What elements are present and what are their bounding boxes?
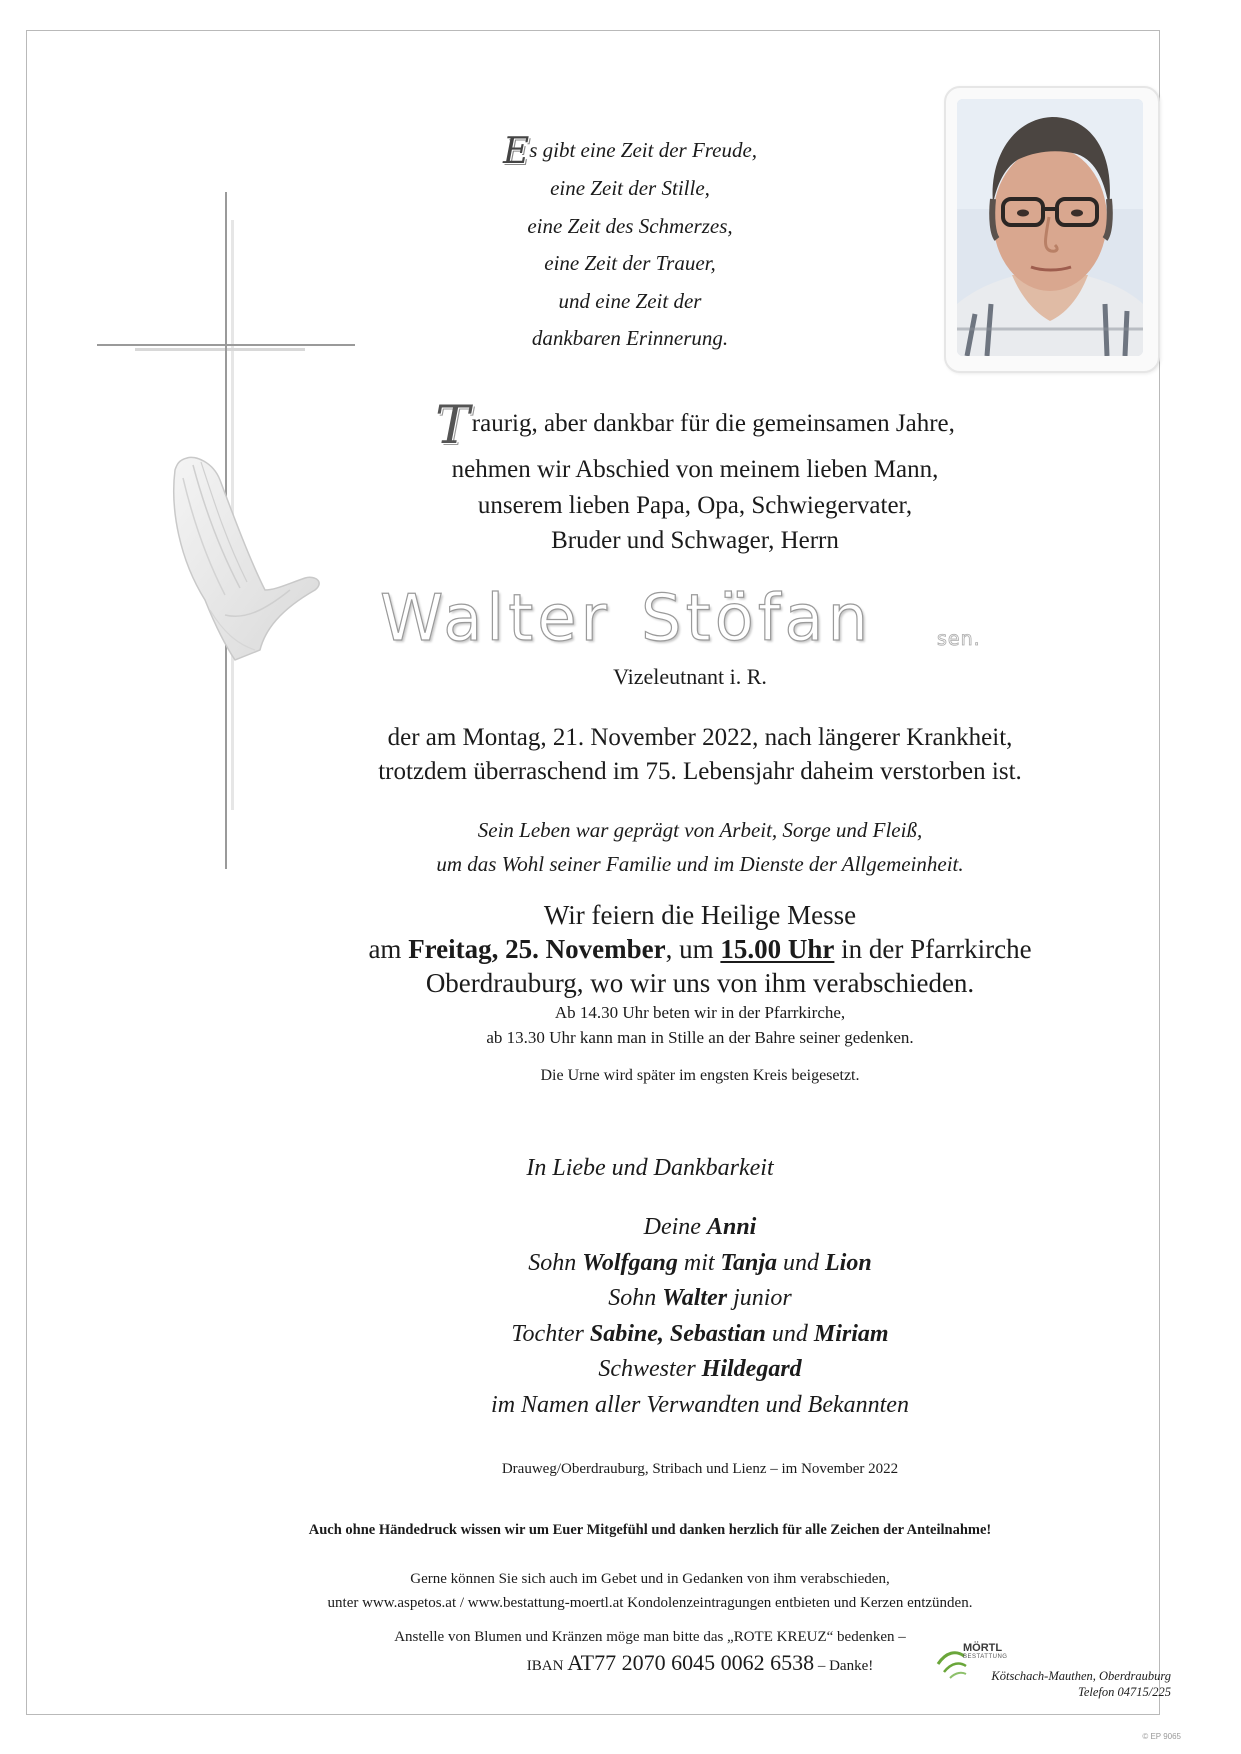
portrait-photo <box>957 99 1143 356</box>
mourner-name-anni: Anni <box>706 1214 757 1240</box>
portrait-image <box>957 99 1143 356</box>
document-code: © EP 9065 <box>1142 1732 1181 1741</box>
prayer-line-2: ab 13.30 Uhr kann man in Stille an der Bahre seiner gedenken. <box>486 1028 914 1047</box>
poem-line-1 <box>480 132 780 170</box>
mass-date: Freitag, 25. November <box>408 934 666 964</box>
funeral-home-name: MÖRTL <box>963 1642 1003 1654</box>
praying-hands-icon <box>165 450 325 665</box>
intro-line-1 <box>345 396 1045 456</box>
intro-line-1-text: raurig, aber dankbar für die gemeinsamen Jahre, <box>471 410 955 437</box>
prayer-info <box>300 1000 1100 1050</box>
poem-line-2: eine Zeit der Stille, <box>550 176 710 200</box>
death-line-1: der am Montag, 21. November 2022, nach längerer Krankheit, <box>387 724 1013 751</box>
mass-pre: am <box>368 934 409 964</box>
death-line-2: trotzdem überraschend im 75. Lebensjahr daheim verstorben ist. <box>378 758 1022 785</box>
life-line-2: um das Wohl seiner Familie und im Dienste der Allgemeinheit. <box>436 852 964 876</box>
condolence-info <box>200 1567 1100 1615</box>
life-statement <box>350 813 1050 881</box>
deceased-name <box>380 582 1020 656</box>
poem <box>480 132 780 358</box>
mass-line-1: Wir feiern die Heilige Messe <box>543 900 857 930</box>
intro-line-2: nehmen wir Abschied von meinem lieben Mann, <box>451 456 939 483</box>
name-suffix: sen. <box>937 628 981 650</box>
donation-note: Anstelle von Blumen und Kränzen möge man bitte das „ROTE KREUZ“ bedenken – <box>394 1629 906 1645</box>
mass-line-3: Oberdrauburg, wo wir uns von ihm verabschieden. <box>425 968 975 998</box>
mass-post: in der Pfarrkirche <box>834 934 1032 964</box>
mass-line-2 <box>300 932 1100 966</box>
intro-initial: T <box>435 396 470 456</box>
mourners-heading: In Liebe und Dankbarkeit <box>526 1155 774 1181</box>
poem-line-4: eine Zeit der Trauer, <box>544 251 716 275</box>
last-name: Stöfan <box>640 582 873 656</box>
mass-info <box>300 898 1100 1000</box>
mourner-line-6: im Namen aller Verwandten und Bekannten <box>491 1391 909 1418</box>
condolence-line-2: unter www.aspetos.at / www.bestattung-moertl.at Kondolenzeintragungen entbieten und Kerzen entzünden. <box>327 1595 973 1611</box>
announcement-intro <box>345 396 1045 559</box>
life-line-1: Sein Leben war geprägt von Arbeit, Sorge und Fleiß, <box>477 818 923 842</box>
mourner-line-5: Schwester Hildegard <box>598 1356 802 1382</box>
prayer-line-1: Ab 14.30 Uhr beten wir in der Pfarrkirche, <box>554 1003 846 1022</box>
portrait-frame <box>944 86 1160 373</box>
iban-label: IBAN <box>526 1658 568 1674</box>
intro-line-3: unserem lieben Papa, Opa, Schwiegervater, <box>477 491 913 519</box>
mourner-line-2: Sohn Wolfgang mit Tanja und Lion <box>528 1249 872 1276</box>
mass-time: 15.00 Uhr <box>720 934 835 964</box>
place-date: Drauweg/Oberdrauburg, Stribach und Lienz – im November 2022 <box>501 1461 899 1477</box>
funeral-home-location: Kötschach-Mauthen, Oberdrauburg <box>991 1669 1171 1683</box>
poem-line-5: und eine Zeit der <box>558 288 702 313</box>
intro-line-4: Bruder und Schwager, Herrn <box>551 527 839 554</box>
poem-initial: E <box>502 131 530 172</box>
funeral-home-phone: Telefon 04715/225 <box>1078 1685 1171 1699</box>
cross-shadow-horizontal <box>135 348 305 351</box>
mourner-line-1: Deine Anni <box>643 1214 757 1240</box>
iban-post: – Danke! <box>814 1658 874 1674</box>
iban-number: AT77 2070 6045 0062 6538 <box>567 1650 815 1675</box>
mass-mid: , um <box>665 934 721 964</box>
funeral-home-contact <box>871 1668 1171 1700</box>
thanks-note: Auch ohne Händedruck wissen wir um Euer Mitgefühl und danken herzlich für alle Zeichen der Anteilnahme! <box>308 1522 992 1538</box>
first-name: Walter <box>380 582 611 656</box>
cross-horizontal-bar <box>97 344 355 346</box>
mourners-list <box>350 1210 1050 1423</box>
condolence-line-1: Gerne können Sie sich auch im Gebet und in Gedanken von ihm verabschieden, <box>410 1571 890 1587</box>
deceased-rank: Vizeleutnant i. R. <box>613 664 767 689</box>
mourner-line-3: Sohn Walter junior <box>608 1285 792 1311</box>
poem-line-6: dankbaren Erinnerung. <box>531 326 729 350</box>
death-notice <box>300 721 1100 789</box>
poem-line-3: eine Zeit des Schmerzes, <box>527 213 733 238</box>
funeral-home-sub: BESTATTUNG <box>963 1654 1008 1660</box>
mourner-line-4: Tochter Sabine, Sebastian und Miriam <box>511 1320 889 1347</box>
poem-line-1-text: s gibt eine Zeit der Freude, <box>529 138 758 162</box>
urn-info: Die Urne wird später im engsten Kreis beigesetzt. <box>540 1067 860 1084</box>
